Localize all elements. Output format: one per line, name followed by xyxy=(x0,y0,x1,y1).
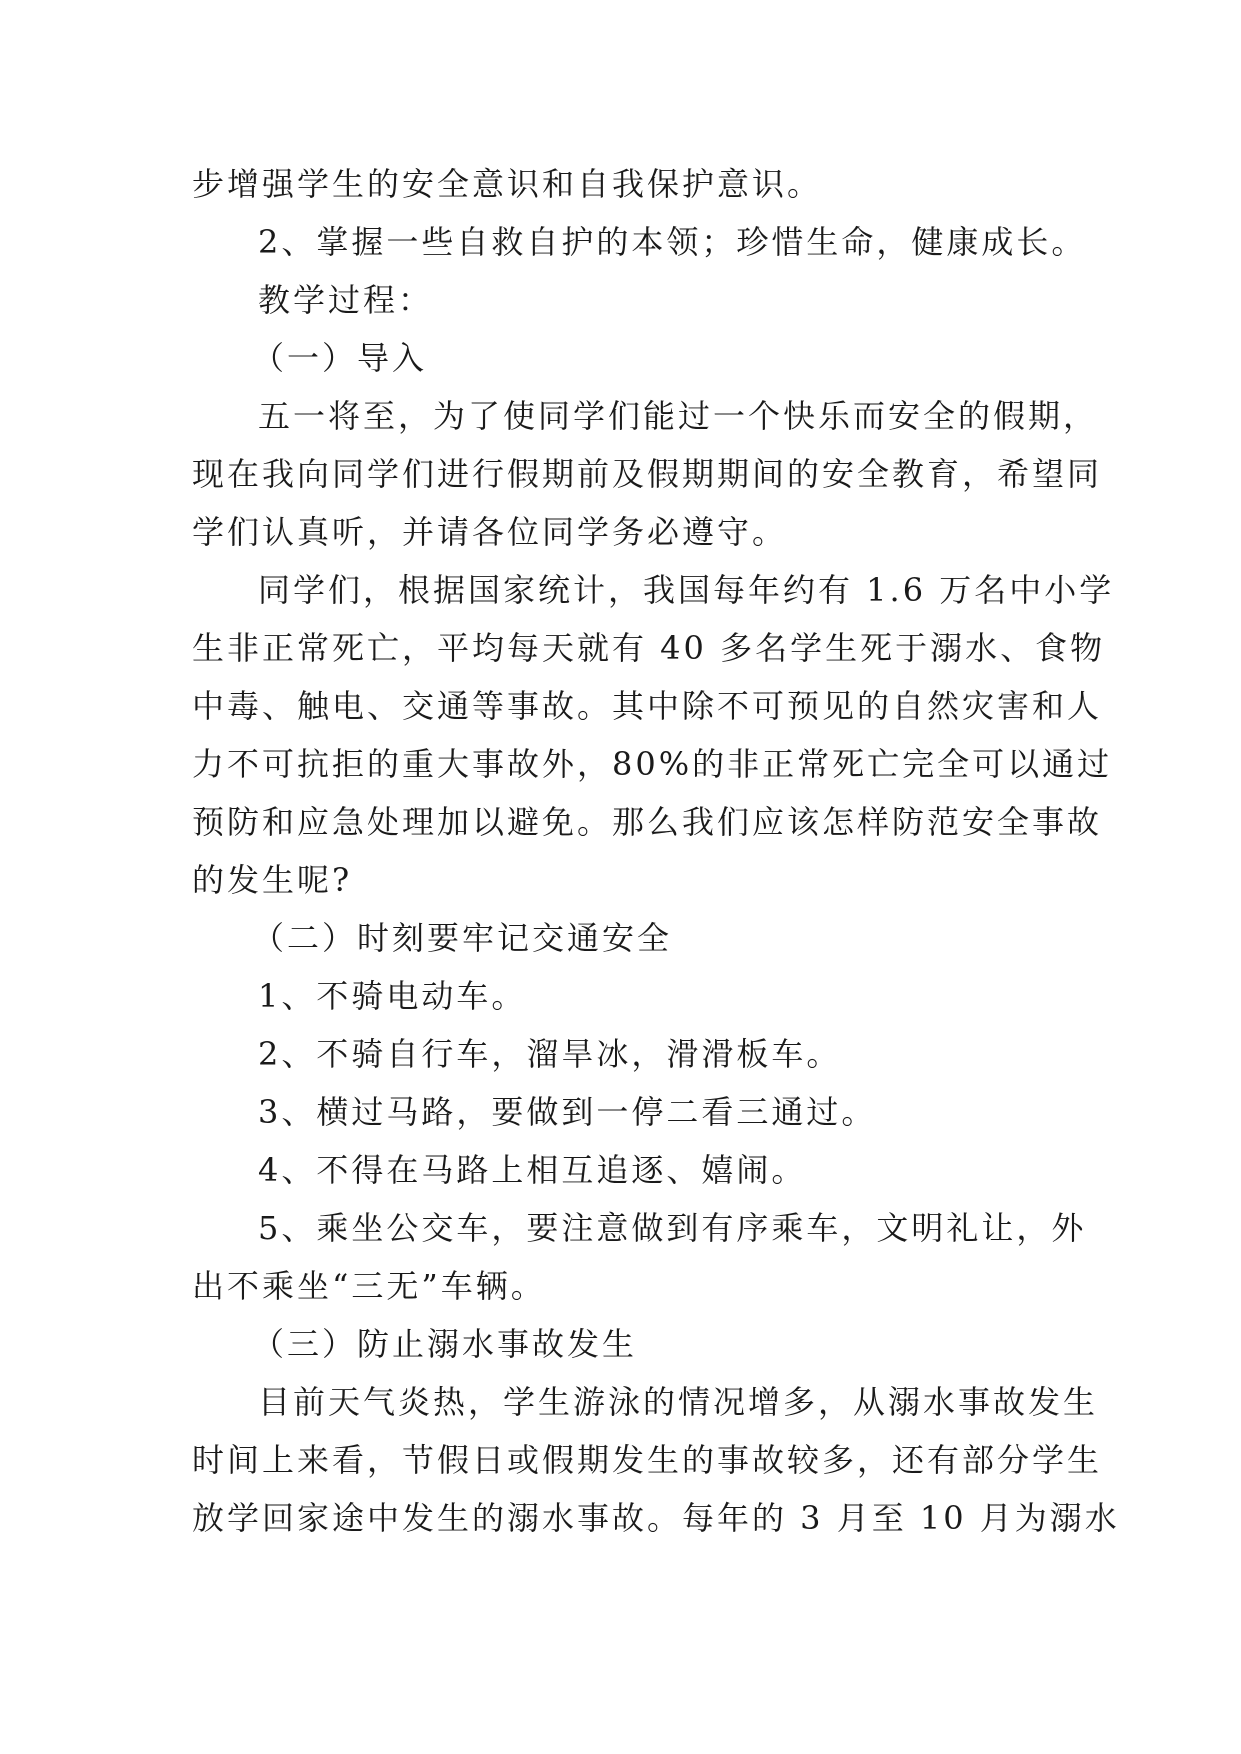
section-heading-teaching-process: 教学过程： xyxy=(258,281,434,319)
text-line-1: 步增强学生的安全意识和自我保护意识。 xyxy=(192,165,823,203)
text-line-5: 五一将至，为了使同学们能过一个快乐而安全的假期， xyxy=(258,397,1099,435)
subheading-traffic-safety: （二）时刻要牢记交通安全 xyxy=(252,919,673,957)
subheading-introduction: （一）导入 xyxy=(252,339,428,377)
traffic-rule-4: 4、不得在马路上相互追逐、嬉闹。 xyxy=(258,1151,807,1189)
text-line-9: 生非正常死亡，平均每天就有 40 多名学生死于溺水、食物 xyxy=(192,629,1106,667)
text-line-10: 中毒、触电、交通等事故。其中除不可预见的自然灾害和人 xyxy=(192,687,1103,725)
text-line-13: 的发生呢? xyxy=(192,861,353,899)
objective-2: 2、掌握一些自救自护的本领；珍惜生命，健康成长。 xyxy=(258,223,1087,261)
text-line-6: 现在我向同学们进行假期前及假期期间的安全教育，希望同 xyxy=(192,455,1103,493)
text-line-24: 放学回家途中发生的溺水事故。每年的 3 月至 10 月为溺水 xyxy=(192,1499,1120,1537)
text-line-7: 学们认真听，并请各位同学务必遵守。 xyxy=(192,513,788,551)
traffic-rule-2: 2、不骑自行车，溜旱冰，滑滑板车。 xyxy=(258,1035,842,1073)
traffic-rule-1: 1、不骑电动车。 xyxy=(258,977,527,1015)
traffic-rule-5: 5、乘坐公交车，要注意做到有序乘车，文明礼让，外 xyxy=(258,1209,1087,1247)
traffic-rule-3: 3、横过马路，要做到一停二看三通过。 xyxy=(258,1093,877,1131)
text-line-23: 时间上来看，节假日或假期发生的事故较多，还有部分学生 xyxy=(192,1441,1103,1479)
text-line-8: 同学们，根据国家统计，我国每年约有 1.6 万名中小学 xyxy=(258,571,1115,609)
text-line-11: 力不可抗拒的重大事故外，80%的非正常死亡完全可以通过 xyxy=(192,745,1113,783)
text-line-22: 目前天气炎热，学生游泳的情况增多，从溺水事故发生 xyxy=(258,1383,1099,1421)
subheading-drowning-prevention: （三）防止溺水事故发生 xyxy=(252,1325,638,1363)
text-line-12: 预防和应急处理加以避免。那么我们应该怎样防范安全事故 xyxy=(192,803,1103,841)
text-line-20: 出不乘坐“三无”车辆。 xyxy=(192,1267,546,1305)
